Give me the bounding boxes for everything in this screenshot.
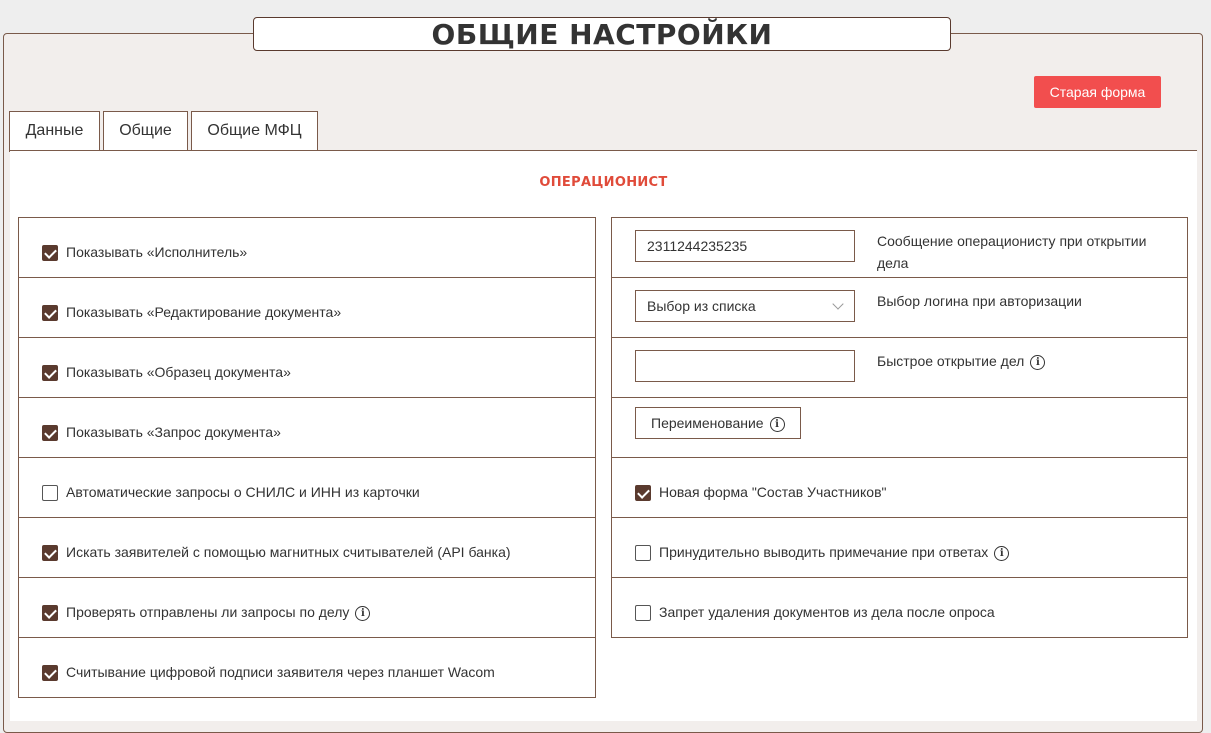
show-doc-request-checkbox[interactable]	[42, 425, 58, 441]
info-icon[interactable]: i	[994, 546, 1009, 561]
left-options-column	[18, 217, 596, 698]
option-label-text: Проверять отправлены ли запросы по делу	[66, 604, 350, 620]
tab-data[interactable]: Данные	[9, 111, 100, 152]
tab-general-mfc[interactable]: Общие МФЦ	[191, 111, 318, 150]
info-icon[interactable]: i	[355, 606, 370, 621]
option-row	[612, 278, 1187, 338]
check-requests-checkbox[interactable]	[42, 605, 58, 621]
operator-message-input[interactable]	[635, 230, 855, 262]
option-row	[19, 278, 595, 338]
option-row	[19, 218, 595, 278]
option-label	[66, 604, 370, 621]
login-select-label: Выбор логина при авторизации	[877, 293, 1082, 309]
option-row	[612, 338, 1187, 398]
rename-button[interactable]	[635, 407, 801, 439]
show-doc-edit-checkbox[interactable]	[42, 305, 58, 321]
chevron-down-icon	[832, 298, 843, 309]
quick-open-label-text: Быстрое открытие дел	[877, 353, 1025, 369]
option-label: Считывание цифровой подписи заявителя через планшет Wacom	[66, 664, 495, 680]
option-label: Показывать «Редактирование документа»	[66, 304, 342, 320]
option-label: Показывать «Исполнитель»	[66, 244, 248, 260]
login-select[interactable]	[635, 290, 855, 322]
option-label	[659, 544, 1009, 561]
option-row	[612, 458, 1187, 518]
section-title: ОПЕРАЦИОНИСТ	[539, 175, 668, 190]
option-label: Запрет удаления документов из дела после опроса	[659, 604, 995, 620]
new-form-checkbox[interactable]	[635, 485, 651, 501]
option-label: Автоматические запросы о СНИЛС и ИНН из карточки	[66, 484, 420, 500]
force-note-checkbox[interactable]	[635, 545, 651, 561]
option-label: Показывать «Образец документа»	[66, 364, 291, 380]
option-row	[612, 218, 1187, 278]
option-row	[612, 398, 1187, 458]
old-form-button[interactable]: Старая форма	[1034, 76, 1161, 108]
option-row	[612, 578, 1187, 638]
auto-snils-inn-checkbox[interactable]	[42, 485, 58, 501]
option-label: Новая форма "Состав Участников"	[659, 484, 887, 500]
option-label: Искать заявителей с помощью магнитных считывателей (API банка)	[66, 544, 511, 560]
page-title: ОБЩИЕ НАСТРОЙКИ	[253, 17, 951, 51]
info-icon[interactable]: i	[1030, 355, 1045, 370]
right-options-column	[611, 217, 1188, 638]
magnetic-reader-checkbox[interactable]	[42, 545, 58, 561]
wacom-signature-checkbox[interactable]	[42, 665, 58, 681]
option-row	[19, 458, 595, 518]
option-row	[19, 518, 595, 578]
option-row	[19, 338, 595, 398]
info-icon[interactable]: i	[770, 417, 785, 432]
option-row	[612, 518, 1187, 578]
tab-general[interactable]: Общие	[103, 111, 188, 150]
show-executor-checkbox[interactable]	[42, 245, 58, 261]
delete-ban-checkbox[interactable]	[635, 605, 651, 621]
option-row	[19, 398, 595, 458]
option-label-text: Принудительно выводить примечание при ответах	[659, 544, 989, 560]
quick-open-input[interactable]	[635, 350, 855, 382]
tab-content	[10, 151, 1197, 721]
login-select-value: Выбор из списка	[647, 298, 756, 314]
show-doc-sample-checkbox[interactable]	[42, 365, 58, 381]
quick-open-label	[877, 350, 1177, 372]
option-row	[19, 638, 595, 698]
rename-button-label: Переименование	[651, 415, 764, 431]
operator-message-label: Сообщение операционисту при открытии дела	[877, 233, 1147, 271]
option-row	[19, 578, 595, 638]
option-label: Показывать «Запрос документа»	[66, 424, 281, 440]
